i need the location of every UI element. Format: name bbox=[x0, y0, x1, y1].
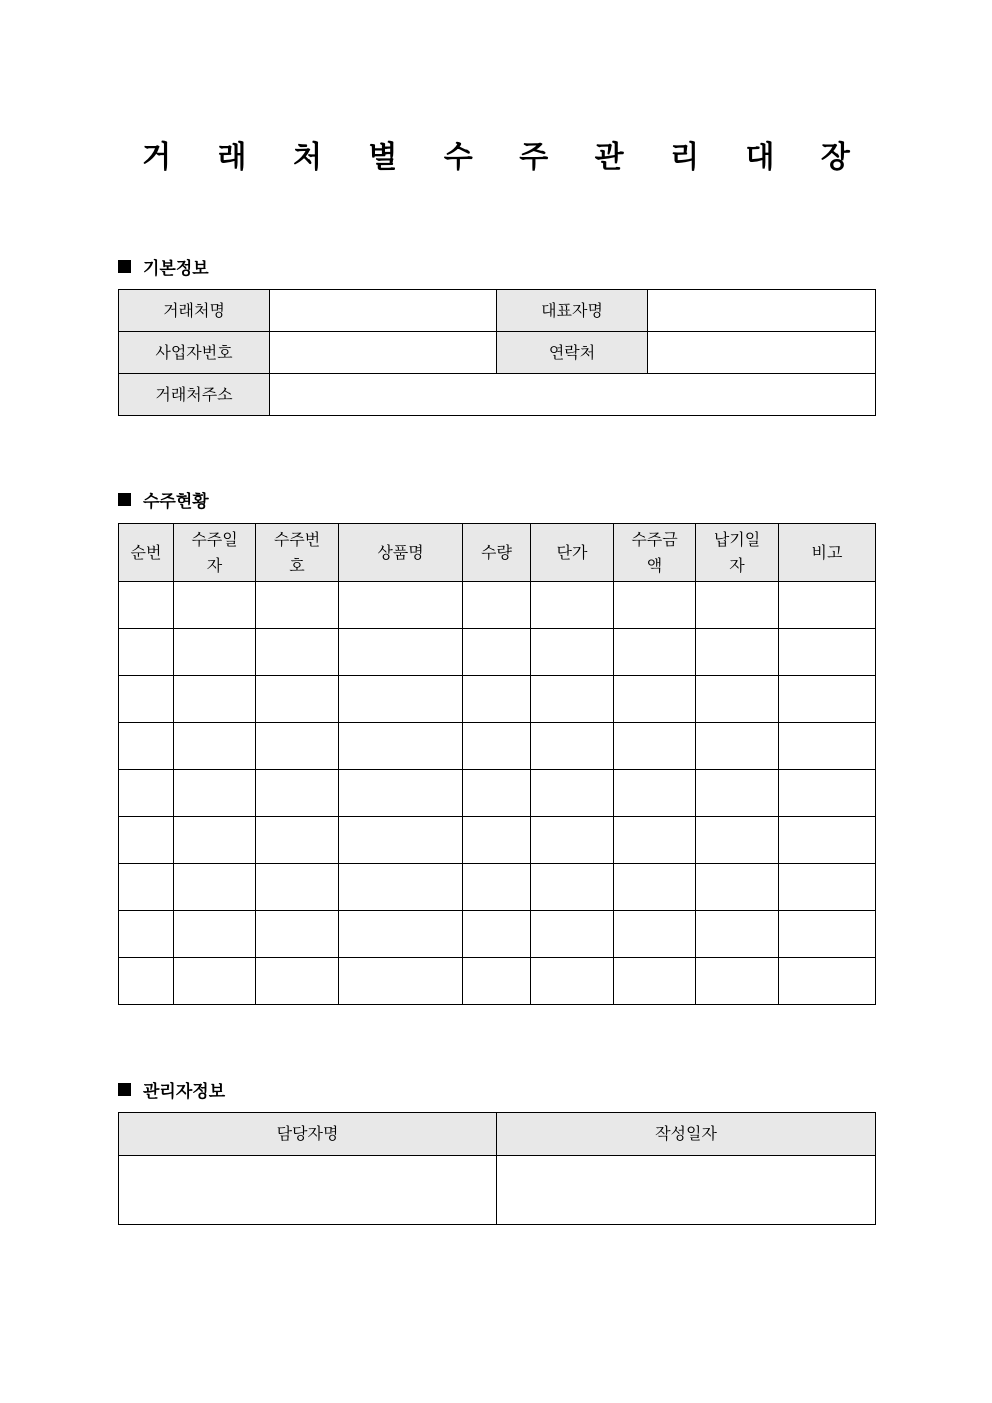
table-cell[interactable] bbox=[174, 911, 256, 958]
table-cell[interactable] bbox=[339, 723, 463, 770]
table-row bbox=[119, 864, 876, 911]
column-header: 수주일 자 bbox=[174, 524, 256, 582]
column-header: 수주번 호 bbox=[256, 524, 339, 582]
column-header: 수량 bbox=[463, 524, 531, 582]
table-cell[interactable] bbox=[779, 770, 876, 817]
business-number-label: 사업자번호 bbox=[119, 332, 270, 374]
table-cell[interactable] bbox=[339, 629, 463, 676]
table-cell[interactable] bbox=[339, 582, 463, 629]
table-cell[interactable] bbox=[339, 864, 463, 911]
table-cell[interactable] bbox=[119, 864, 174, 911]
table-cell[interactable] bbox=[174, 723, 256, 770]
client-name-field[interactable] bbox=[270, 290, 497, 332]
table-cell[interactable] bbox=[119, 958, 174, 1005]
table-cell[interactable] bbox=[119, 911, 174, 958]
table-cell[interactable] bbox=[696, 911, 779, 958]
column-header: 비고 bbox=[779, 524, 876, 582]
page-title: 거 래 처 별 수 주 관 리 대 장 bbox=[142, 140, 868, 175]
table-cell[interactable] bbox=[119, 676, 174, 723]
table-cell[interactable] bbox=[779, 676, 876, 723]
square-bullet-icon bbox=[118, 260, 131, 273]
table-cell[interactable] bbox=[614, 958, 696, 1005]
table-cell[interactable] bbox=[256, 864, 339, 911]
column-header: 단가 bbox=[531, 524, 614, 582]
table-row bbox=[119, 770, 876, 817]
section-label: 수주현황 bbox=[143, 492, 209, 512]
table-cell[interactable] bbox=[463, 864, 531, 911]
table-cell[interactable] bbox=[779, 911, 876, 958]
table-cell[interactable] bbox=[463, 770, 531, 817]
table-row bbox=[119, 582, 876, 629]
table-cell[interactable] bbox=[119, 723, 174, 770]
table-cell[interactable] bbox=[531, 629, 614, 676]
table-cell[interactable] bbox=[779, 582, 876, 629]
person-in-charge-field[interactable] bbox=[119, 1156, 497, 1225]
table-cell[interactable] bbox=[696, 582, 779, 629]
table-cell[interactable] bbox=[174, 958, 256, 1005]
table-cell[interactable] bbox=[256, 723, 339, 770]
table-cell[interactable] bbox=[174, 582, 256, 629]
representative-field[interactable] bbox=[648, 290, 876, 332]
representative-label: 대표자명 bbox=[497, 290, 648, 332]
basic-info-table bbox=[118, 289, 876, 416]
table-cell[interactable] bbox=[256, 911, 339, 958]
table-cell[interactable] bbox=[696, 864, 779, 911]
table-row bbox=[119, 723, 876, 770]
table-cell[interactable] bbox=[531, 582, 614, 629]
table-cell[interactable] bbox=[614, 723, 696, 770]
contact-label: 연락처 bbox=[497, 332, 648, 374]
table-cell[interactable] bbox=[256, 817, 339, 864]
table-row bbox=[119, 958, 876, 1005]
table-cell[interactable] bbox=[339, 676, 463, 723]
table-cell[interactable] bbox=[463, 958, 531, 1005]
table-row bbox=[119, 911, 876, 958]
table-cell[interactable] bbox=[339, 958, 463, 1005]
table-row bbox=[119, 817, 876, 864]
table-cell[interactable] bbox=[779, 723, 876, 770]
orders-table bbox=[118, 523, 876, 1005]
table-cell[interactable] bbox=[531, 723, 614, 770]
table-cell[interactable] bbox=[463, 817, 531, 864]
table-cell[interactable] bbox=[779, 629, 876, 676]
client-name-label: 거래처명 bbox=[119, 290, 270, 332]
table-cell[interactable] bbox=[339, 911, 463, 958]
table-cell[interactable] bbox=[779, 864, 876, 911]
table-cell[interactable] bbox=[696, 770, 779, 817]
table-cell[interactable] bbox=[174, 864, 256, 911]
section-heading-manager bbox=[118, 1077, 225, 1102]
section-label: 기본정보 bbox=[143, 259, 209, 279]
table-cell[interactable] bbox=[531, 817, 614, 864]
table-cell[interactable] bbox=[256, 958, 339, 1005]
table-cell[interactable] bbox=[696, 958, 779, 1005]
column-header: 순번 bbox=[119, 524, 174, 582]
table-cell[interactable] bbox=[463, 911, 531, 958]
section-label: 관리자정보 bbox=[143, 1082, 226, 1102]
table-cell[interactable] bbox=[119, 770, 174, 817]
table-cell[interactable] bbox=[463, 582, 531, 629]
table-cell[interactable] bbox=[779, 817, 876, 864]
table-cell[interactable] bbox=[614, 911, 696, 958]
table-cell[interactable] bbox=[463, 629, 531, 676]
table-cell[interactable] bbox=[256, 676, 339, 723]
table-cell[interactable] bbox=[696, 723, 779, 770]
table-cell[interactable] bbox=[339, 770, 463, 817]
table-cell[interactable] bbox=[119, 629, 174, 676]
table-cell[interactable] bbox=[339, 817, 463, 864]
table-cell[interactable] bbox=[531, 958, 614, 1005]
column-header: 상품명 bbox=[339, 524, 463, 582]
table-row bbox=[119, 676, 876, 723]
table-cell[interactable] bbox=[614, 582, 696, 629]
manager-info-table bbox=[118, 1112, 876, 1225]
table-cell[interactable] bbox=[696, 676, 779, 723]
written-date-field[interactable] bbox=[497, 1156, 876, 1225]
square-bullet-icon bbox=[118, 493, 131, 506]
table-cell[interactable] bbox=[531, 770, 614, 817]
table-cell[interactable] bbox=[174, 770, 256, 817]
table-cell[interactable] bbox=[119, 817, 174, 864]
column-header: 납기일 자 bbox=[696, 524, 779, 582]
table-cell[interactable] bbox=[614, 817, 696, 864]
person-in-charge-label: 담당자명 bbox=[119, 1113, 497, 1156]
square-bullet-icon bbox=[118, 1083, 131, 1096]
table-cell[interactable] bbox=[696, 817, 779, 864]
table-cell[interactable] bbox=[531, 676, 614, 723]
column-header: 수주금 액 bbox=[614, 524, 696, 582]
table-cell[interactable] bbox=[531, 864, 614, 911]
table-cell[interactable] bbox=[614, 864, 696, 911]
table-cell[interactable] bbox=[463, 676, 531, 723]
written-date-label: 작성일자 bbox=[497, 1113, 876, 1156]
table-cell[interactable] bbox=[174, 817, 256, 864]
table-cell[interactable] bbox=[463, 723, 531, 770]
address-label: 거래처주소 bbox=[119, 374, 270, 416]
table-cell[interactable] bbox=[614, 770, 696, 817]
table-cell[interactable] bbox=[256, 770, 339, 817]
table-cell[interactable] bbox=[614, 629, 696, 676]
section-heading-orders bbox=[118, 487, 209, 512]
table-cell[interactable] bbox=[256, 629, 339, 676]
table-cell[interactable] bbox=[531, 911, 614, 958]
table-cell[interactable] bbox=[174, 676, 256, 723]
table-cell[interactable] bbox=[614, 676, 696, 723]
table-row bbox=[119, 629, 876, 676]
section-heading-basic bbox=[118, 254, 209, 279]
business-number-field[interactable] bbox=[270, 332, 497, 374]
table-cell[interactable] bbox=[174, 629, 256, 676]
contact-field[interactable] bbox=[648, 332, 876, 374]
table-cell[interactable] bbox=[696, 629, 779, 676]
table-cell[interactable] bbox=[256, 582, 339, 629]
table-cell[interactable] bbox=[119, 582, 174, 629]
table-cell[interactable] bbox=[779, 958, 876, 1005]
address-field[interactable] bbox=[270, 374, 876, 416]
